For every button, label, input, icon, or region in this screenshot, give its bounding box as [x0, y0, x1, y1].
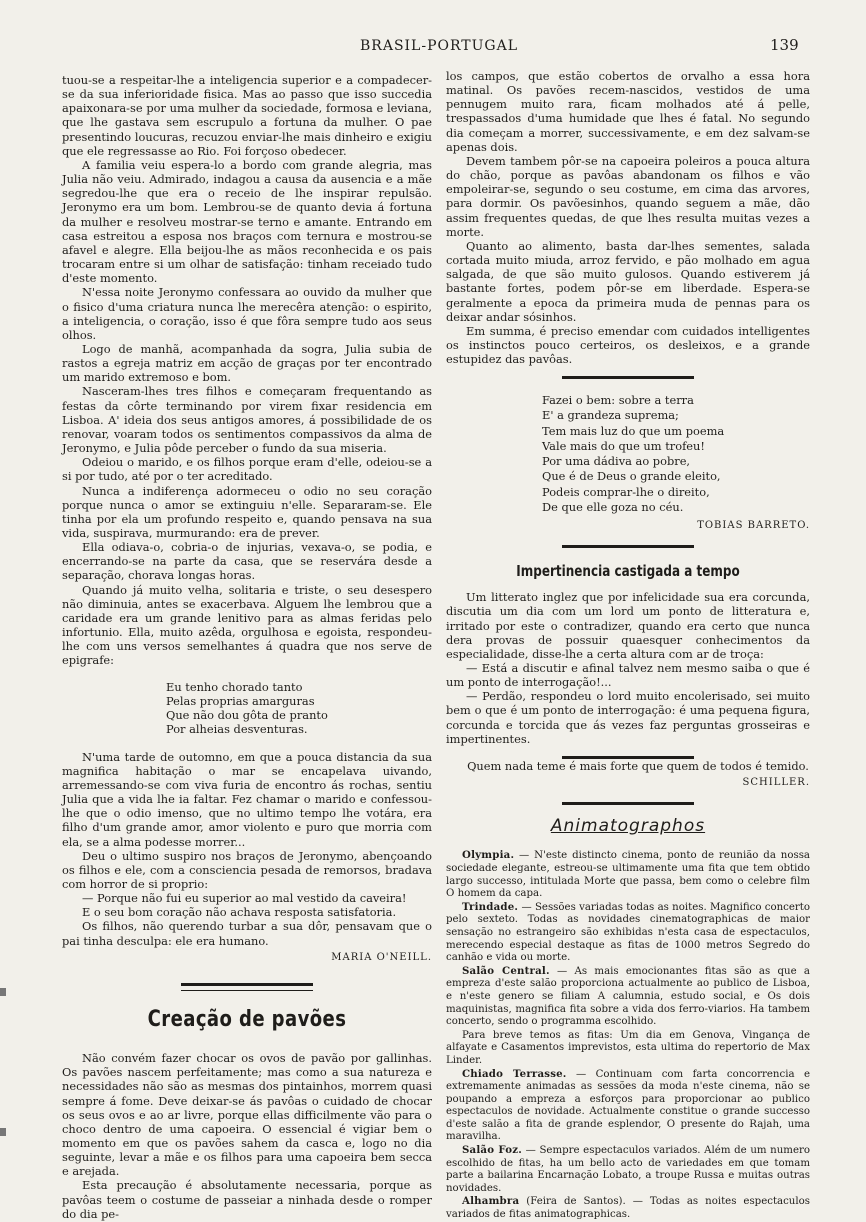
- author-signature: MARIA O'NEILL.: [331, 951, 432, 963]
- cinema-name: Alhambra: [462, 1195, 520, 1208]
- cinema-entry: [446, 901, 810, 965]
- cinema-text: — As mais emocionantes fitas são as que a empreza d'este salão proporciona actualmente ao publico de Lisboa, e n'este genero se filiam A calumnia, estudo social, e Os dois maquinistas, magnifica fita sobre a vida dos ferro-viarios. Ha tambem concerto, sendo o programma escolhido.: [446, 965, 810, 1028]
- section-divider: [181, 990, 313, 991]
- paragraph: E o seu bom coração não achava resposta satisfatoria.: [82, 905, 397, 920]
- section-divider: [562, 802, 694, 805]
- cinema-text: — Continuam com farta concorrencia e extremamente animadas as sessões da moda n'este cinema, não se poupando a empreza a esforços para proporcionar ao publico espectaculos de novidade. Actualmente constitue o grande successo d'este salão a fita de grande esplendor, O presente do Rajah, uma maravilha.: [446, 1068, 810, 1143]
- paragraph: — Está a discutir e afinal talvez nem mesmo saiba o que é um ponto de interrogação!...: [446, 661, 810, 690]
- section-title: Impertinencia castigada a tempo: [516, 562, 740, 581]
- cinema-name: Trindade.: [462, 900, 519, 913]
- cinema-text: (Feira de Santos). — Todas as noites espectaculos variados de fitas animatographicas.: [446, 1196, 810, 1221]
- paragraph: Odeiou o marido, e os filhos porque eram d'elle, odeiou-se a si por tudo, até por o ter acreditado.: [62, 455, 432, 484]
- poem-signature: TOBIAS BARRETO.: [697, 519, 810, 531]
- cinema-entry: [446, 1195, 810, 1221]
- paragraph: Quando já muito velha, solitaria e triste, o seu desespero não diminuia, antes se exacerbava. Alguem lhe lembrou que a caridade era um grande lenitivo para as almas feridas pelo infortunio. Ella, muito azêda, orgulhosa e egoista, respondeu-lhe com uns versos semelhantes á quadra que nos serve de epigrafe:: [62, 582, 432, 668]
- poem-line: De que elle goza no céu.: [542, 499, 684, 514]
- section-divider: [562, 376, 694, 379]
- paragraph: Um litterato inglez que por infelicidade sua era corcunda, discutia um dia com um lord um ponto de litteratura e, irritado por este o contradizer, quando era certo que nunca dera provas de possuir quaesquer conhecimentos da especialidade, disse-lhe a certa altura com ar de troça:: [446, 590, 810, 661]
- poem-line: Que não dou gôta de pranto: [166, 707, 328, 722]
- left-column: [62, 73, 432, 1221]
- quote-text: Quem nada teme é mais forte que quem de todos é temido.: [467, 758, 809, 773]
- section-divider: [562, 545, 694, 548]
- cinema-entry: [446, 1068, 810, 1145]
- section-title: Creação de pavões: [147, 1006, 347, 1032]
- cinema-text: — Sessões variadas todas as noites. Magnifico concerto pelo sexteto. Todas as novidades cinematographicas de maior sensação no estrangeiro são exhibidas n'esta casa de espectaculos, merecendo especial destaque as fitas de 1000 metros Segredo do canhão e vida ou morte.: [446, 901, 810, 964]
- poem-line: Pelas proprias amarguras: [166, 693, 315, 708]
- paragraph: Deu o ultimo suspiro nos braços de Jeronymo, abençoando os filhos e ele, com a consciencia pesada de remorsos, bradava com horror de si proprio:: [62, 848, 432, 891]
- cinema-name: Salão Central.: [462, 964, 550, 977]
- cinema-name: Chiado Terrasse.: [462, 1067, 567, 1080]
- cinema-text: Para breve temos as fitas: Um dia em Genova, Vingança de alfayate e Casamentos imprevistos, esta ultima do repertorio de Max Linder.: [446, 1029, 810, 1066]
- poem: [542, 393, 810, 515]
- binding-mark: [0, 1128, 6, 1136]
- cinema-text: — N'este distincto cinema, ponto de reunião da nossa sociedade elegante, estreou-se ultimamente uma fita que tem obtido largo successo, intitulada Morte que passa, bem como o celebre film O homem da capa.: [446, 850, 810, 900]
- cinema-name: Salão Foz.: [462, 1144, 522, 1157]
- paragraph: Esta precaução é absolutamente necessaria, porque as pavôas teem o costume de passeiar a ninhada desde o romper do dia pe-: [62, 1178, 432, 1221]
- running-header: BRASIL-PORTUGAL: [360, 38, 519, 54]
- cinema-entry: [446, 1144, 810, 1195]
- cinema-listings: [446, 849, 810, 1221]
- paragraph: N'essa noite Jeronymo confessara ao ouvido da mulher que o fisico d'uma criatura nunca lhe merecêra atenção: o espirito, a inteligencia, o coração, isso é que fôra sempre tudo aos seus olhos.: [62, 285, 432, 342]
- paragraph: N'uma tarde de outomno, em que a pouca distancia da sua magnifica habitação o mar se encapelava uivando, arremessando-se com viva furia de encontro ás rochas, sentiu Julia que a vida lhe ia faltar. Fez chamar o marido e confessou-lhe que o odio imenso, que no ultimo tempo lhe votára, era filho d'um grande amor, amor violento e puro que morria com ela, se a alma podesse morrer...: [62, 749, 432, 849]
- paragraph: tuou-se a respeitar-lhe a inteligencia superior e a compadecer-se da sua inferioridade fisica. Mas ao passo que isso succedia apaixonara-se por uma mulher da sociedade, formosa e leviana, que lhe gastava sem escrupulo a fortuna da mulher. O pae presentindo loucuras, recuzou enviar-lhe mais dinheiro e exigiu que ele regressasse ao Rio. Foi forçoso obedecer.: [62, 73, 432, 158]
- poem-line: Vale mais do que um trofeu!: [542, 438, 705, 453]
- page-number: 139: [770, 36, 799, 54]
- paragraph: Não convém fazer chocar os ovos de pavão por gallinhas. Os pavões nascem perfeitamente; mas como a sua natureza e necessidades não são as mesmas dos pintainhos, morrem quasi sempre á fome. Deve deixar-se ás pavôas o cuidado de chocar os seus ovos e ao ar livre, porque ellas difficilmente vão para o choco dentro de uma capoeira. O essencial é vigiar bem o momento em que os pavões sahem da casca e, logo no dia seguinte, levar a mãe e os filhos para uma capoeira bem secca e arejada.: [62, 1051, 432, 1179]
- poem-line: Fazei o bem: sobre a terra: [542, 393, 694, 408]
- cinema-text: — Sempre espectaculos variados. Além de um numero escolhido de fitas, ha um bello acto de variedades em que tomam parte a bailarina Encarnação Lobato, a troupe Russa e muitas outras novidades.: [446, 1145, 810, 1194]
- paragraph: Ella odiava-o, cobria-o de injurias, vexava-o, se podia, e encerrando-se na parte da casa, que se reservára desde a separação, chorava longas horas.: [62, 540, 432, 583]
- right-column: [446, 69, 810, 1222]
- paragraph: Nunca a indiferença adormeceu o odio no seu coração porque nunca o amor se extinguiu n'elle. Separaram-se. Ele tinha por ela um profundo respeito e, quando pensava na sua vida, suspirava, murmurando: era de prever.: [62, 483, 432, 540]
- cinema-name: Olympia.: [462, 849, 515, 862]
- paragraph: — Porque não fui eu superior ao mal vestido da caveira!: [82, 891, 407, 906]
- paragraph: Nasceram-lhes tres filhos e começaram frequentando as festas da côrte terminando por virem fixar residencia em Lisboa. A' ideia dos seus antigos amores, á possibilidade de os renovar, voaram todos os sentimentos compassivos da alma de Jeronymo, e Julia pôde perceber o fundo da sua miseria.: [62, 384, 432, 456]
- section-title: Animatographos: [550, 816, 706, 837]
- binding-mark: [0, 988, 6, 996]
- poem-line: Eu tenho chorado tanto: [166, 679, 303, 694]
- paragraph: Devem tambem pôr-se na capoeira poleiros a pouca altura do chão, porque as pavôas abandonam os filhos e vão empoleirar-se, segundo o seu costume, em cima das arvores, para dormir. Os pavõesinhos, quando seguem a mãe, dão assim frequentes quedas, de que lhes resulta muitas vezes a morte.: [446, 153, 810, 239]
- paragraph: Em summa, é preciso emendar com cuidados intelligentes os instinctos pouco certeiros, os desleixos, e a grande estupidez das pavôas.: [446, 323, 810, 367]
- paragraph: — Perdão, respondeu o lord muito encolerisado, sei muito bem o que é um ponto de interrogação: é uma pequena figura, corcunda e torcida que ás vezes faz perguntas grosseiras e impertinentes.: [446, 689, 810, 746]
- poem-line: Podeis comprar-lhe o direito,: [542, 484, 710, 499]
- paragraph: Quanto ao alimento, basta dar-lhes sementes, salada cortada muito miuda, arroz fervido, e pão molhado em agua salgada, de que são muito gulosos. Quando estiverem já bastante fortes, podem pôr-se em liberdade. Espera-se geralmente a epoca da primeira muda de pennas para os deixar andar sósinhos.: [446, 238, 810, 324]
- paragraph: A familia veiu espera-lo a bordo com grande alegria, mas Julia não veiu. Admirado, indagou a causa da ausencia e a mãe segredou-lhe que era o receio de lhe inspirar repulsão. Jeronymo era um bom. Lembrou-se de quanto devia á fortuna da mulher e resolveu mostrar-se terno e amante. Entrando em casa estreitou a esposa nos braços com ternura e mostrou-se afavel e alegre. Ella beijou-lhe as mãos reconhecida e os pais trocaram entre si um olhar de satisfação: tinham receiado tudo d'este momento.: [62, 157, 432, 286]
- poem-quatrain: [166, 680, 432, 736]
- quote-signature: SCHILLER.: [742, 777, 810, 789]
- paragraph: Logo de manhã, acompanhada da sogra, Julia subia de rastos a egreja matriz em acção de graças por ter encontrado um marido extremoso e bom.: [62, 341, 432, 385]
- paragraph: Os filhos, não querendo turbar a sua dôr, pensavam que o pai tinha desculpa: ele era humano.: [62, 919, 432, 948]
- poem-line: Por alheias desventuras.: [166, 721, 308, 736]
- poem-line: E' a grandeza suprema;: [542, 408, 679, 423]
- cinema-entry: [446, 1029, 810, 1068]
- poem-line: Por uma dádiva ao pobre,: [542, 454, 691, 469]
- cinema-entry: [446, 965, 810, 1029]
- cinema-entry: [446, 849, 810, 900]
- poem-line: Que é de Deus o grande eleito,: [542, 469, 721, 484]
- poem-line: Tem mais luz do que um poema: [542, 423, 725, 438]
- paragraph: los campos, que estão cobertos de orvalho a essa hora matinal. Os pavões recem-nascidos, vestidos de uma pennugem muito rara, ficam molhados até á pelle, trespassados d'uma humidade que lhes é fatal. No segundo dia começam a morrer, successivamente, e em dez salvam-se apenas dois.: [446, 69, 810, 154]
